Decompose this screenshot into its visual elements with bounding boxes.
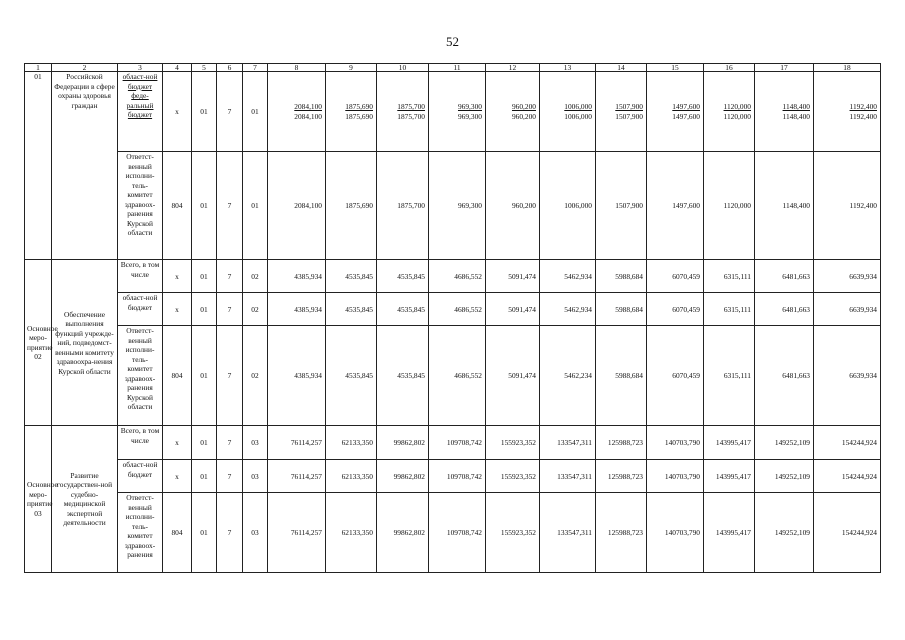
target-article-cell: 03	[243, 460, 268, 493]
value-cell: 5988,684	[596, 260, 647, 293]
header-cell: 14	[596, 64, 647, 72]
value-cell: 155923,352	[486, 426, 540, 460]
value-cell: 6070,459	[647, 260, 704, 293]
subprogram-code-cell: 7	[217, 426, 243, 460]
value-cell: 1148,400	[755, 152, 814, 260]
funding-source-cell: Ответст-венный исполни-тель-комитет здравоох-ранения Курской области	[118, 326, 163, 426]
funding-source-cell: Ответст-венный исполни-тель-комитет здравоох-ранения Курской области	[118, 152, 163, 260]
funding-source-cell: Ответст-венный исполни-тель-комитет здравоох-ранения	[118, 493, 163, 573]
value-cell: 143995,417	[704, 493, 755, 573]
header-cell: 16	[704, 64, 755, 72]
value-cell: 143995,417	[704, 460, 755, 493]
header-row	[25, 64, 881, 72]
value-line: 2084,100	[294, 102, 322, 112]
value-line: 1875,690	[345, 102, 373, 112]
subprogram-code-cell: 7	[217, 326, 243, 426]
table-row	[25, 326, 881, 426]
target-article-cell: 01	[243, 152, 268, 260]
table-row	[25, 260, 881, 293]
value-cell: 4385,934	[268, 260, 326, 293]
section-code-number-cell: 01	[192, 426, 217, 460]
value-cell: 1875,700	[377, 152, 429, 260]
page-number: 52	[446, 34, 459, 49]
table-row	[25, 426, 881, 460]
value-cell: 99862,802	[377, 460, 429, 493]
value-cell: 5091,474	[486, 326, 540, 426]
value-cell: 140703,790	[647, 426, 704, 460]
value-cell: 6639,934	[814, 293, 881, 326]
header-cell: 1	[25, 64, 52, 72]
value-cell: 4686,552	[429, 260, 486, 293]
value-cell: 4535,845	[377, 293, 429, 326]
value-cell	[326, 72, 377, 152]
grbs-code-cell: 804	[163, 493, 192, 573]
subprogram-code-cell: 7	[217, 293, 243, 326]
value-cell: 5462,934	[540, 293, 596, 326]
value-cell: 143995,417	[704, 426, 755, 460]
table-row	[25, 493, 881, 573]
section-code-cell: Основное меро-приятие 02	[25, 260, 52, 426]
header-cell: 4	[163, 64, 192, 72]
target-article-cell: 03	[243, 426, 268, 460]
funding-source-cell: област-ной бюджет феде-ральный бюджет	[118, 72, 163, 152]
funding-source-cell: Всего, в том числе	[118, 260, 163, 293]
value-cell: 969,300	[429, 152, 486, 260]
funding-source-cell: Всего, в том числе	[118, 426, 163, 460]
value-cell	[647, 72, 704, 152]
value-cell: 4535,845	[377, 326, 429, 426]
value-line: 1006,000	[564, 111, 592, 121]
section-title-cell: Российской Федерации в сфере охраны здоровья граждан	[52, 72, 118, 260]
value-cell: 133547,311	[540, 460, 596, 493]
value-cell	[486, 72, 540, 152]
value-cell: 125988,723	[596, 460, 647, 493]
subprogram-code-cell: 7	[217, 72, 243, 152]
value-cell: 76114,257	[268, 493, 326, 573]
value-line: 1507,900	[615, 102, 643, 112]
value-cell: 6639,934	[814, 260, 881, 293]
value-line: 1120,000	[723, 111, 751, 121]
value-cell: 5091,474	[486, 260, 540, 293]
subprogram-code-cell: 7	[217, 493, 243, 573]
value-cell: 5462,234	[540, 326, 596, 426]
value-cell: 6481,663	[755, 260, 814, 293]
table-row	[25, 152, 881, 260]
header-cell: 12	[486, 64, 540, 72]
value-cell: 4686,552	[429, 293, 486, 326]
value-cell: 149252,109	[755, 493, 814, 573]
value-cell: 154244,924	[814, 493, 881, 573]
grbs-code-cell: x	[163, 293, 192, 326]
section-code-number-cell: 01	[192, 260, 217, 293]
value-cell: 1006,000	[540, 152, 596, 260]
value-cell: 62133,350	[326, 460, 377, 493]
value-line: 1497,600	[672, 111, 700, 121]
value-cell: 1875,690	[326, 152, 377, 260]
value-line: 960,200	[511, 102, 536, 112]
header-cell: 7	[243, 64, 268, 72]
value-cell: 149252,109	[755, 426, 814, 460]
value-cell: 6315,111	[704, 293, 755, 326]
value-cell: 5988,684	[596, 326, 647, 426]
value-cell: 125988,723	[596, 493, 647, 573]
value-cell: 109708,742	[429, 460, 486, 493]
header-cell: 2	[52, 64, 118, 72]
header-cell: 5	[192, 64, 217, 72]
subprogram-code-cell: 7	[217, 152, 243, 260]
value-cell: 4535,845	[326, 260, 377, 293]
value-line: 1148,400	[782, 102, 810, 112]
value-cell: 133547,311	[540, 493, 596, 573]
value-cell: 960,200	[486, 152, 540, 260]
section-code-cell: Основное меро-приятие 03	[25, 426, 52, 573]
value-cell: 62133,350	[326, 493, 377, 573]
value-cell: 154244,924	[814, 460, 881, 493]
value-line: 969,300	[457, 102, 482, 112]
value-line: 1875,700	[397, 102, 425, 112]
header-cell: 13	[540, 64, 596, 72]
target-article-cell: 02	[243, 326, 268, 426]
value-cell: 4686,552	[429, 326, 486, 426]
value-cell: 140703,790	[647, 460, 704, 493]
grbs-code-cell: 804	[163, 152, 192, 260]
value-line: 1192,400	[849, 111, 877, 121]
value-cell: 62133,350	[326, 426, 377, 460]
value-cell: 1120,000	[704, 152, 755, 260]
table-row	[25, 72, 881, 152]
value-line: 1148,400	[782, 111, 810, 121]
grbs-code-cell: x	[163, 260, 192, 293]
value-cell: 4385,934	[268, 326, 326, 426]
value-cell: 6315,111	[704, 260, 755, 293]
value-cell: 155923,352	[486, 493, 540, 573]
grbs-code-cell: x	[163, 72, 192, 152]
header-cell: 8	[268, 64, 326, 72]
value-cell: 109708,742	[429, 493, 486, 573]
value-cell: 149252,109	[755, 460, 814, 493]
header-cell: 17	[755, 64, 814, 72]
value-cell: 5988,684	[596, 293, 647, 326]
header-cell: 11	[429, 64, 486, 72]
value-cell: 99862,802	[377, 426, 429, 460]
value-cell: 4535,845	[326, 326, 377, 426]
value-line: 960,200	[511, 111, 536, 121]
value-cell	[704, 72, 755, 152]
budget-table	[24, 63, 881, 573]
target-article-cell: 01	[243, 72, 268, 152]
value-line: 1192,400	[849, 102, 877, 112]
section-code-number-cell: 01	[192, 152, 217, 260]
header-cell: 18	[814, 64, 881, 72]
grbs-code-cell: x	[163, 460, 192, 493]
value-line: 1507,900	[615, 111, 643, 121]
section-code-number-cell: 01	[192, 293, 217, 326]
table-row	[25, 293, 881, 326]
subprogram-code-cell: 7	[217, 260, 243, 293]
grbs-code-cell: 804	[163, 326, 192, 426]
value-cell: 1497,600	[647, 152, 704, 260]
value-cell	[755, 72, 814, 152]
value-line: 1006,000	[564, 102, 592, 112]
value-cell	[540, 72, 596, 152]
value-cell: 109708,742	[429, 426, 486, 460]
funding-source-cell: област-ной бюджет	[118, 460, 163, 493]
value-cell: 154244,924	[814, 426, 881, 460]
grbs-code-cell: x	[163, 426, 192, 460]
section-title-cell: Развитие государствен-ной судебно-медицинской экспертной деятельности	[52, 426, 118, 573]
value-cell: 6070,459	[647, 293, 704, 326]
value-cell: 125988,723	[596, 426, 647, 460]
value-cell: 1507,900	[596, 152, 647, 260]
funding-source-cell: област-ной бюджет	[118, 293, 163, 326]
header-cell: 6	[217, 64, 243, 72]
value-cell: 99862,802	[377, 493, 429, 573]
value-line: 1120,000	[723, 102, 751, 112]
value-cell: 6315,111	[704, 326, 755, 426]
value-cell: 6639,934	[814, 326, 881, 426]
value-cell: 155923,352	[486, 460, 540, 493]
value-cell	[377, 72, 429, 152]
value-cell	[596, 72, 647, 152]
value-cell: 76114,257	[268, 426, 326, 460]
value-line: 2084,100	[294, 111, 322, 121]
target-article-cell: 02	[243, 260, 268, 293]
value-cell: 5091,474	[486, 293, 540, 326]
header-cell: 3	[118, 64, 163, 72]
value-cell	[814, 72, 881, 152]
value-cell: 5462,934	[540, 260, 596, 293]
value-line: 1875,700	[397, 111, 425, 121]
header-cell: 10	[377, 64, 429, 72]
value-cell: 76114,257	[268, 460, 326, 493]
header-cell: 15	[647, 64, 704, 72]
value-cell	[268, 72, 326, 152]
value-cell: 140703,790	[647, 493, 704, 573]
table-row	[25, 460, 881, 493]
section-code-number-cell: 01	[192, 460, 217, 493]
value-cell: 6481,663	[755, 293, 814, 326]
subprogram-code-cell: 7	[217, 460, 243, 493]
section-code-number-cell: 01	[192, 72, 217, 152]
value-line: 1875,690	[345, 111, 373, 121]
target-article-cell: 02	[243, 293, 268, 326]
value-cell: 1192,400	[814, 152, 881, 260]
value-cell: 4535,845	[377, 260, 429, 293]
section-code-number-cell: 01	[192, 326, 217, 426]
section-title-cell: Обеспечение выполнения функций учрежде-ний, подведомст-венными комитету здравоохра-нения Курской области	[52, 260, 118, 426]
target-article-cell: 03	[243, 493, 268, 573]
value-line: 1497,600	[672, 102, 700, 112]
value-cell: 133547,311	[540, 426, 596, 460]
value-cell: 2084,100	[268, 152, 326, 260]
header-cell: 9	[326, 64, 377, 72]
value-cell: 4535,845	[326, 293, 377, 326]
section-code-number-cell: 01	[192, 493, 217, 573]
value-cell: 6070,459	[647, 326, 704, 426]
section-code-cell: 01	[25, 72, 52, 260]
value-cell: 6481,663	[755, 326, 814, 426]
value-cell: 4385,934	[268, 293, 326, 326]
value-line: 969,300	[457, 111, 482, 121]
value-cell	[429, 72, 486, 152]
